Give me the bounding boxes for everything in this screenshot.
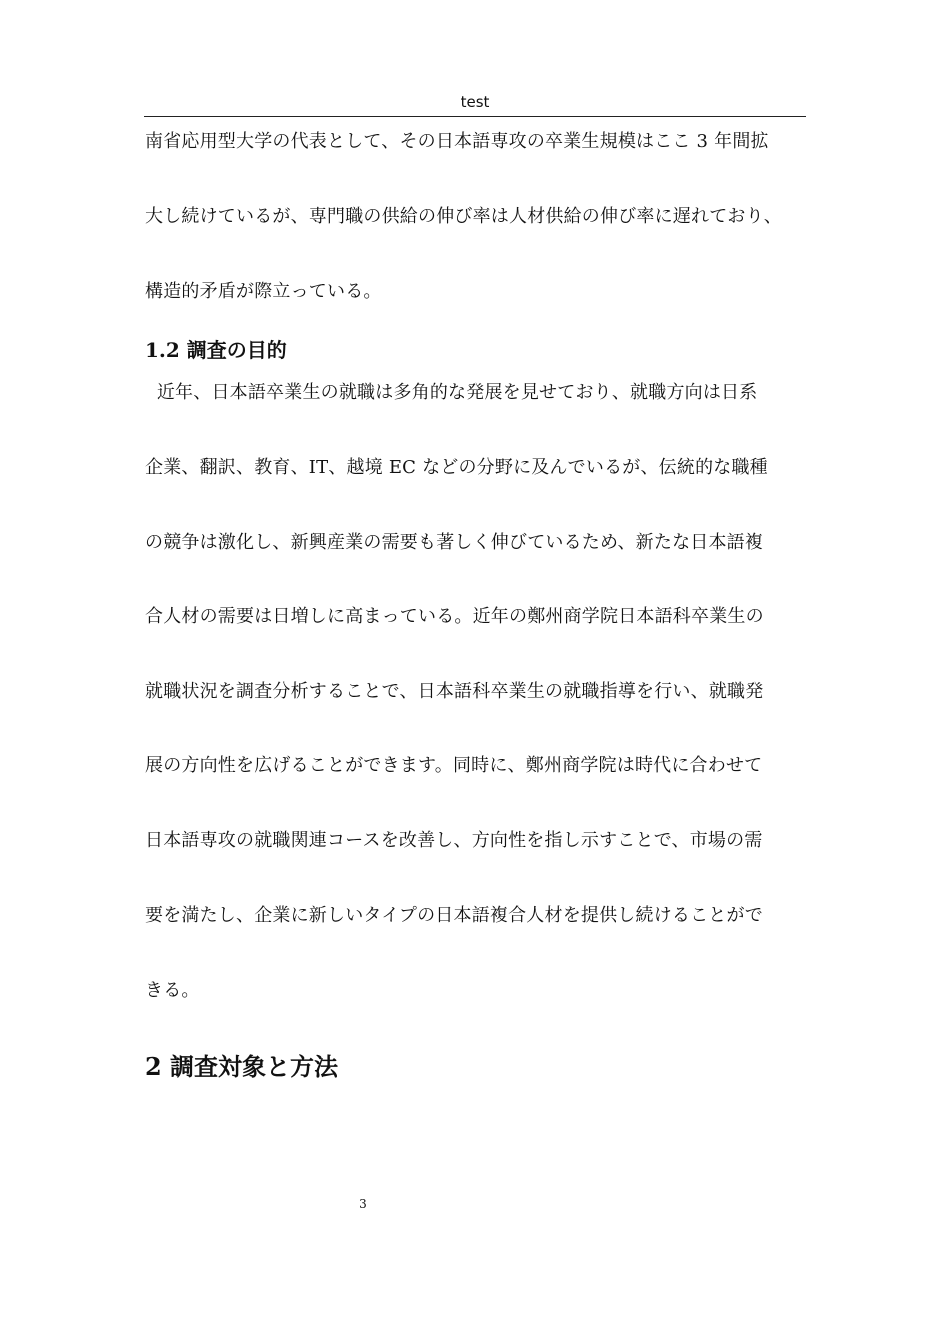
body-text-line: 合人材の需要は日増しに高まっている。近年の鄭州商学院日本語科卒業生の bbox=[145, 606, 764, 627]
body-text-line: 近年、日本語卒業生の就職は多角的な発展を見せており、就職方向は日系 bbox=[145, 382, 758, 403]
page-number: 3 bbox=[359, 1197, 367, 1211]
body-text-line: 構造的矛盾が際立っている。 bbox=[145, 281, 382, 302]
body-text-line: 展の方向性を広げることができます。同時に、鄭州商学院は時代に合わせて bbox=[145, 755, 763, 776]
body-text-line: 大し続けているが、専門職の供給の伸び率は人材供給の伸び率に遅れており、 bbox=[145, 206, 782, 227]
body-text-line: 要を満たし、企業に新しいタイプの日本語複合人材を提供し続けることがで bbox=[145, 905, 763, 926]
body-text-line: の競争は激化し、新興産業の需要も著しく伸びているため、新たな日本語複 bbox=[145, 532, 764, 553]
section-heading-1-2: 1.2 調査の目的 bbox=[145, 338, 287, 362]
page-header: test bbox=[144, 92, 806, 117]
section-heading-2: 2 調査対象と方法 bbox=[145, 1052, 339, 1081]
body-text-line: 南省応用型大学の代表として、その日本語専攻の卒業生規模はここ 3 年間拡 bbox=[145, 131, 769, 152]
body-text-line: きる。 bbox=[145, 980, 200, 1001]
body-text-line: 企業、翻訳、教育、IT、越境 EC などの分野に及んでいるが、伝統的な職種 bbox=[145, 457, 768, 478]
body-text-line: 日本語専攻の就職関連コースを改善し、方向性を指し示すことで、市場の需 bbox=[145, 830, 763, 851]
body-text-line: 就職状況を調査分析することで、日本語科卒業生の就職指導を行い、就職発 bbox=[145, 681, 764, 702]
